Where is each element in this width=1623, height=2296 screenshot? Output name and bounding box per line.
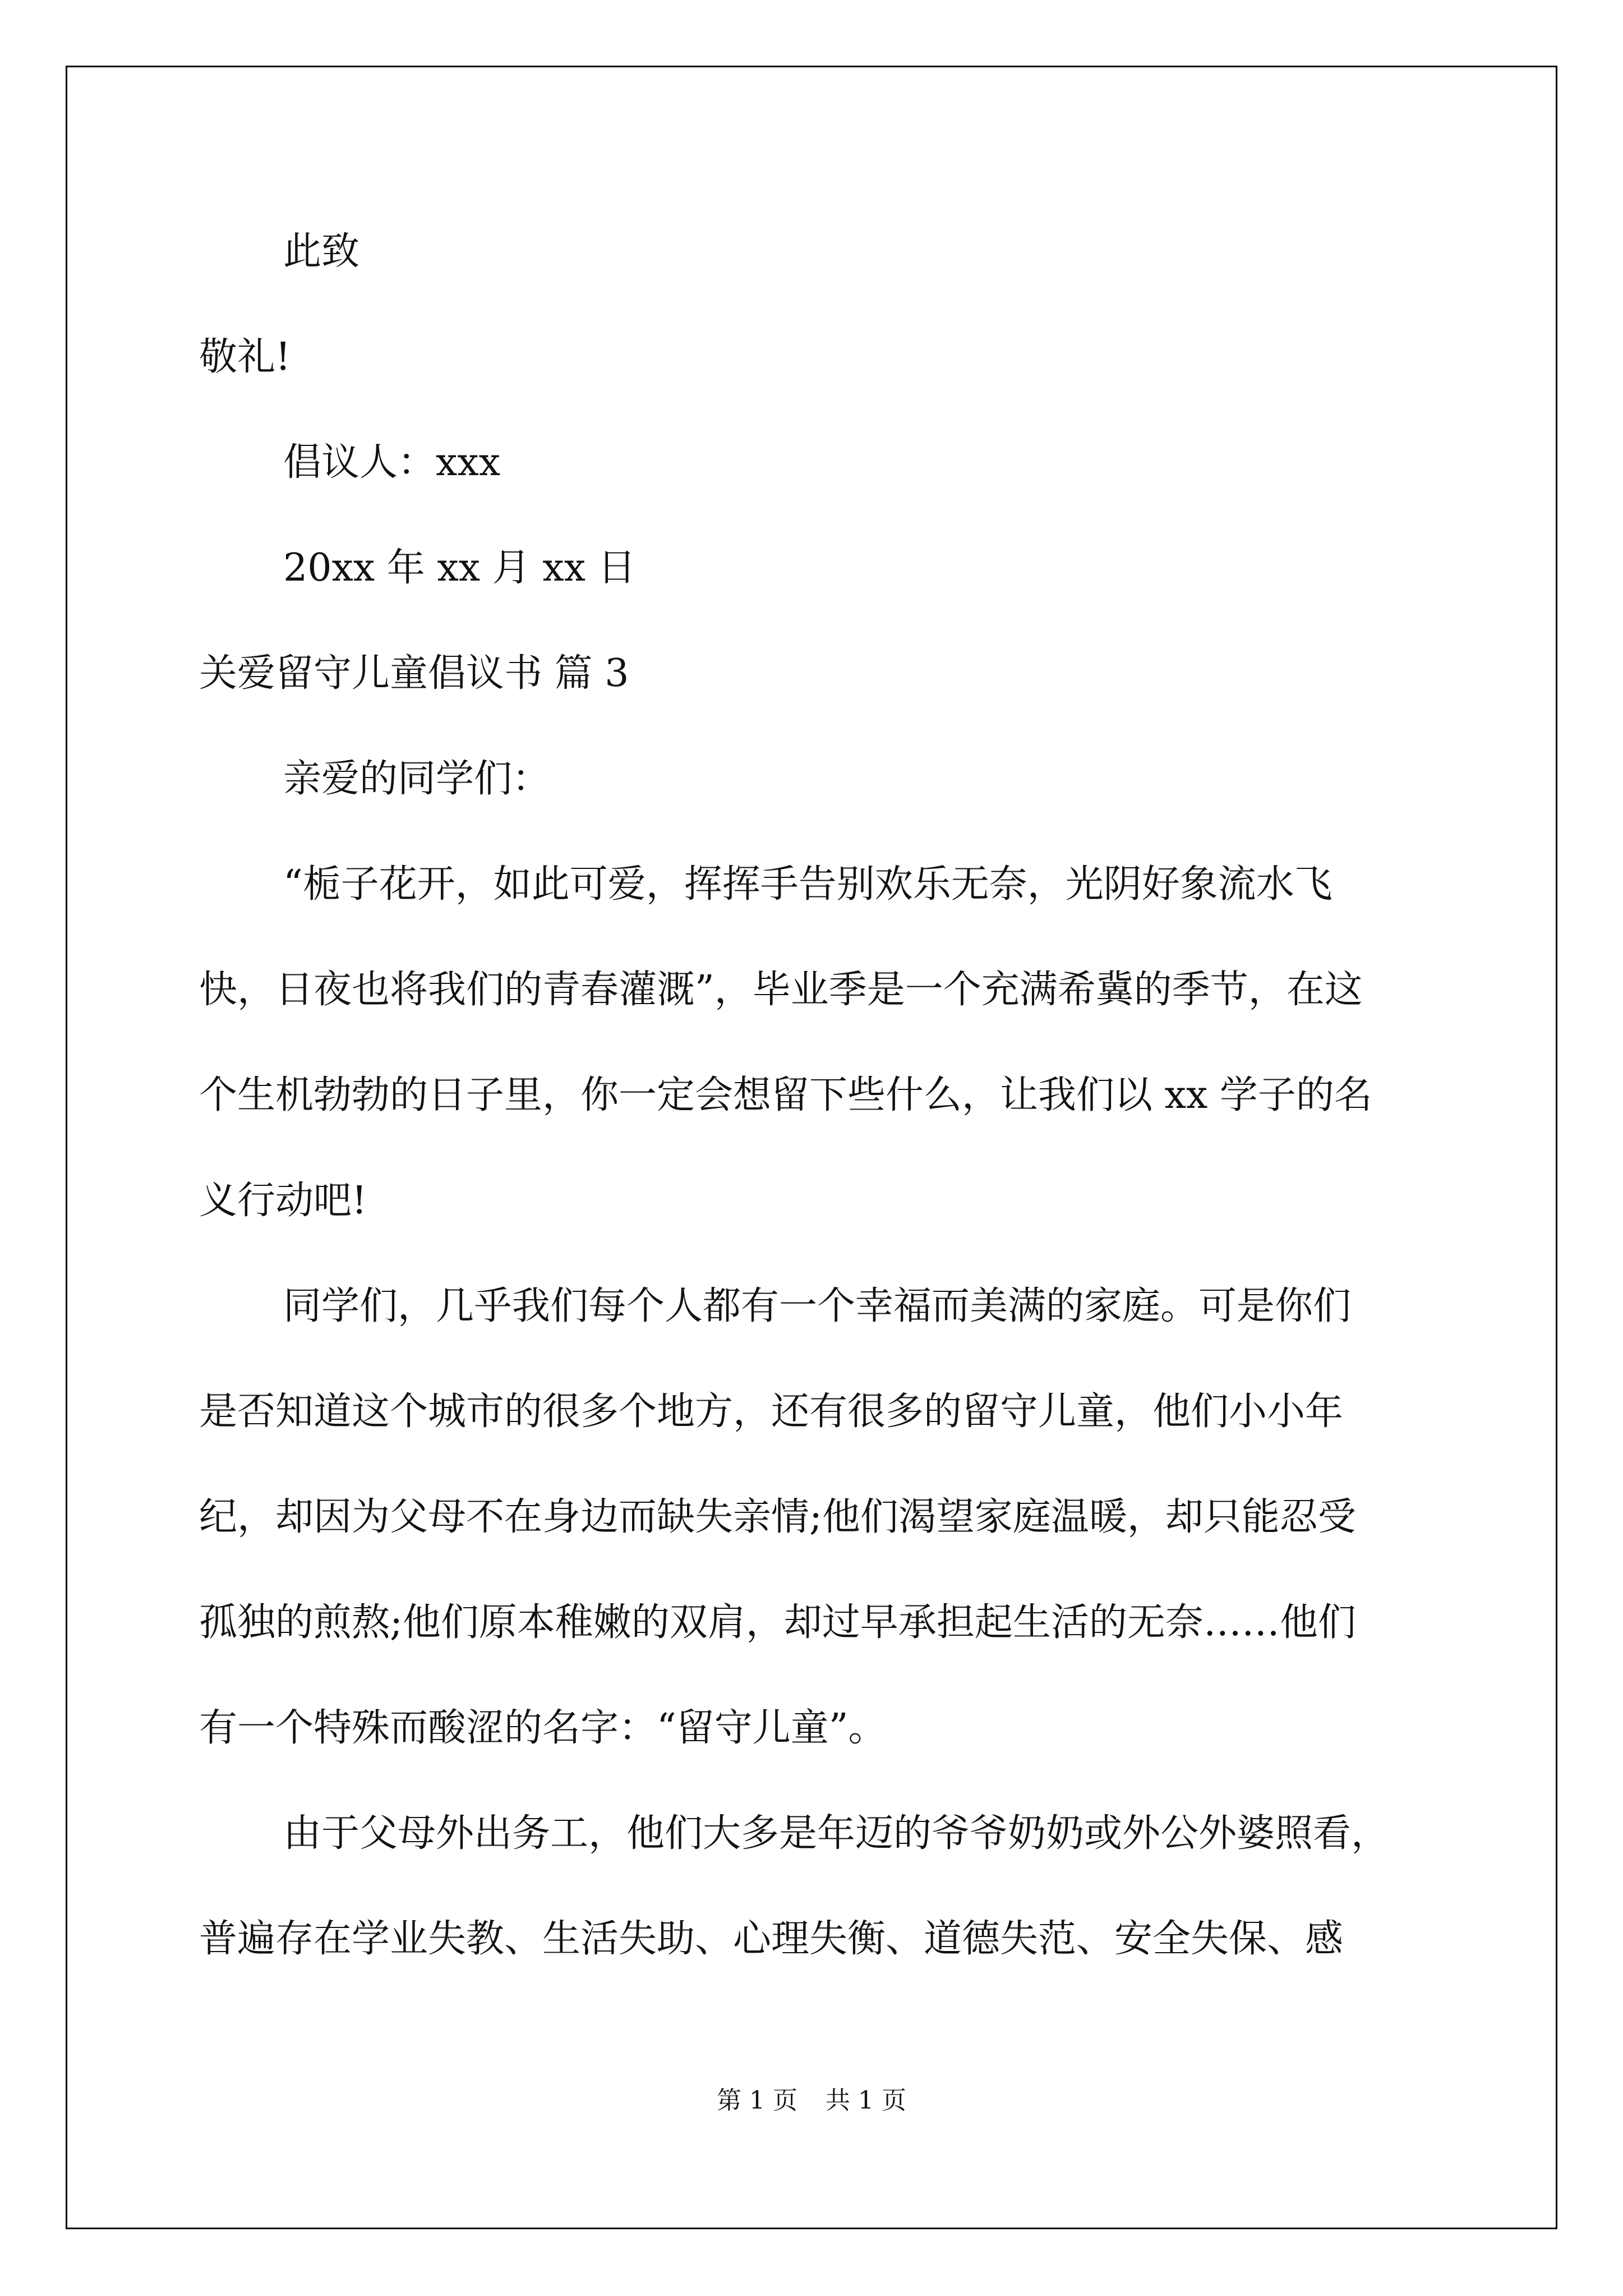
date-line: 20xx 年 xx 月 xx 日 (283, 546, 636, 590)
paragraph-line: 普遍存在学业失教、生活失助、心理失衡、道德失范、安全失保、感 (199, 1917, 1344, 1961)
page-number: 第 1 页 (717, 2086, 797, 2115)
page-total: 共 1 页 (826, 2086, 906, 2115)
paragraph-line: 纪，却因为父母不在身边而缺失亲情;他们渴望家庭温暖，却只能忍受 (199, 1495, 1356, 1539)
paragraph-line: 同学们，几乎我们每个人都有一个幸福而美满的家庭。可是你们 (283, 1284, 1352, 1328)
greeting-line: 亲爱的同学们： (283, 757, 551, 801)
paragraph-3 (199, 1781, 1433, 1992)
closing-line: 此致 (283, 229, 360, 274)
document-body (199, 199, 1433, 1992)
paragraph-2 (199, 1254, 1433, 1781)
paragraph-line: “栀子花开，如此可爱，挥挥手告别欢乐无奈，光阴好象流水飞 (283, 862, 1332, 907)
paragraph-line: 义行动吧! (199, 1179, 367, 1223)
paragraph-line: 孤独的煎熬;他们原本稚嫩的双肩，却过早承担起生活的无奈……他们 (199, 1600, 1356, 1645)
paragraph-line: 由于父母外出务工，他们大多是年迈的爷爷奶奶或外公外婆照看， (283, 1811, 1390, 1856)
paragraph-line: 有一个特殊而酸涩的名字：“留守儿童”。 (199, 1706, 887, 1750)
page-footer (0, 2080, 1623, 2116)
section-title: 关爱留守儿童倡议书 篇 3 (199, 651, 629, 696)
paragraph-line: 个生机勃勃的日子里，你一定会想留下些什么，让我们以 xx 学子的名 (199, 1073, 1372, 1117)
salute-line: 敬礼! (199, 335, 291, 379)
signer-line: 倡议人：xxx (283, 440, 501, 485)
paragraph-line: 快，日夜也将我们的青春灌溉”，毕业季是一个充满希冀的季节，在这 (199, 968, 1363, 1012)
paragraph-1 (199, 832, 1433, 1254)
paragraph-line: 是否知道这个城市的很多个地方，还有很多的留守儿童，他们小小年 (199, 1389, 1344, 1434)
